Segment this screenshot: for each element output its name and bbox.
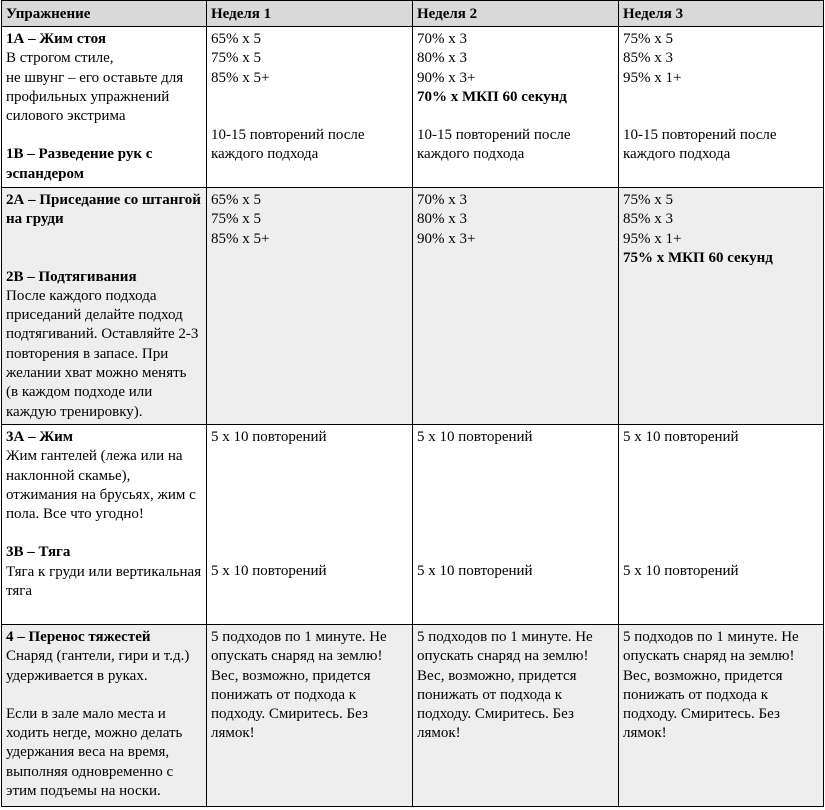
exercise-title: 4 – Перенос тяжестей: [6, 629, 151, 645]
sets-text: 5 х 10 повторений: [623, 563, 739, 580]
workout-table: [1, 0, 824, 807]
week-1-cell: [207, 188, 413, 425]
table-row: [2, 625, 824, 807]
week-3-cell: [619, 27, 824, 188]
exercise-title: 3А – Жим: [6, 429, 74, 445]
week-1-cell: [207, 425, 413, 625]
exercise-cell: [2, 625, 207, 807]
sets-text: 10-15 повторений после каждого подхода: [211, 126, 369, 163]
sets-text: 75% х 5 85% х 3 95% х 1+: [623, 192, 682, 247]
exercise-title: 2А – Приседание со штангой на груди: [6, 192, 205, 228]
exercise-title: 1В – Разведение рук с эспандером: [6, 146, 157, 182]
sets-text-bold: 75% х МКП 60 секунд: [623, 249, 773, 266]
sets-text: 10-15 повторений после каждого подхода: [623, 126, 781, 163]
exercise-description: После каждого подхода приседаний делайте подход подтягиваний. Оставляйте 2-3 повторения в запасе. При желании хват можно менять (в каждом подходе или каждую тренировку).: [6, 287, 203, 420]
exercise-description: Снаряд (гантели, гири и т.д.) удерживается в руках.: [6, 648, 194, 684]
sets-text: 5 подходов по 1 минуте. Не опускать снаряд на землю! Вес, возможно, придется понижать от подхода к подходу. Смиритесь. Без лямок!: [211, 629, 391, 742]
header-exercise: Упражнение: [2, 1, 207, 27]
week-3-cell: [619, 425, 824, 625]
exercise-description: Если в зале мало места и ходить негде, можно делать удержания веса на время, выполняя одновременно с этим подъемы на носки.: [6, 705, 187, 800]
table-row: [2, 27, 824, 188]
table-row: [2, 188, 824, 425]
week-2-cell: [413, 425, 619, 625]
table-row: [2, 425, 824, 625]
header-week-1: Неделя 1: [207, 1, 413, 27]
sets-text: 5 х 10 повторений: [417, 429, 533, 445]
sets-text: 5 подходов по 1 минуте. Не опускать снаряд на землю! Вес, возможно, придется понижать от подхода к подходу. Смиритесь. Без лямок!: [623, 629, 803, 742]
sets-text: 70% х 3 80% х 3 90% х 3+: [417, 31, 476, 86]
sets-text-bold: 70% х МКП 60 секунд: [417, 88, 567, 105]
week-2-cell: [413, 188, 619, 425]
sets-text: 5 х 10 повторений: [623, 429, 739, 445]
exercise-description: Тяга к груди или вертикальная тяга: [6, 563, 205, 600]
exercise-title: 1А – Жим стоя: [6, 31, 106, 47]
week-3-cell: [619, 188, 824, 425]
sets-text: 65% х 5 75% х 5 85% х 5+: [211, 192, 270, 247]
week-2-cell: [413, 625, 619, 807]
sets-text: 5 подходов по 1 минуте. Не опускать снаряд на землю! Вес, возможно, придется понижать от подхода к подходу. Смиритесь. Без лямок!: [417, 629, 597, 742]
sets-text: 5 х 10 повторений: [211, 563, 327, 580]
header-week-3: Неделя 3: [619, 1, 824, 27]
sets-text: 65% х 5 75% х 5 85% х 5+: [211, 31, 270, 86]
week-2-cell: [413, 27, 619, 188]
sets-text: 10-15 повторений после каждого подхода: [417, 127, 575, 163]
header-week-2: Неделя 2: [413, 1, 619, 27]
exercise-description: Жим гантелей (лежа или на наклонной скамье), отжимания на брусьях, жим с пола. Все что угодно!: [6, 448, 200, 523]
exercise-cell: [2, 425, 207, 625]
sets-text: 5 х 10 повторений: [417, 563, 533, 580]
exercise-cell: [2, 188, 207, 425]
sets-text: 70% х 3 80% х 3 90% х 3+: [417, 192, 476, 247]
exercise-title: 3В – Тяга: [6, 544, 71, 561]
sets-text: 5 х 10 повторений: [211, 429, 327, 445]
exercise-title: 2В – Подтягивания: [6, 268, 137, 285]
week-1-cell: [207, 27, 413, 188]
week-1-cell: [207, 625, 413, 807]
week-3-cell: [619, 625, 824, 807]
sets-text: 75% х 5 85% х 3 95% х 1+: [623, 31, 682, 86]
exercise-cell: [2, 27, 207, 188]
exercise-description: В строгом стиле, не швунг – его оставьте для профильных упражнений силового экстрима: [6, 50, 184, 125]
header-row: [2, 1, 824, 27]
